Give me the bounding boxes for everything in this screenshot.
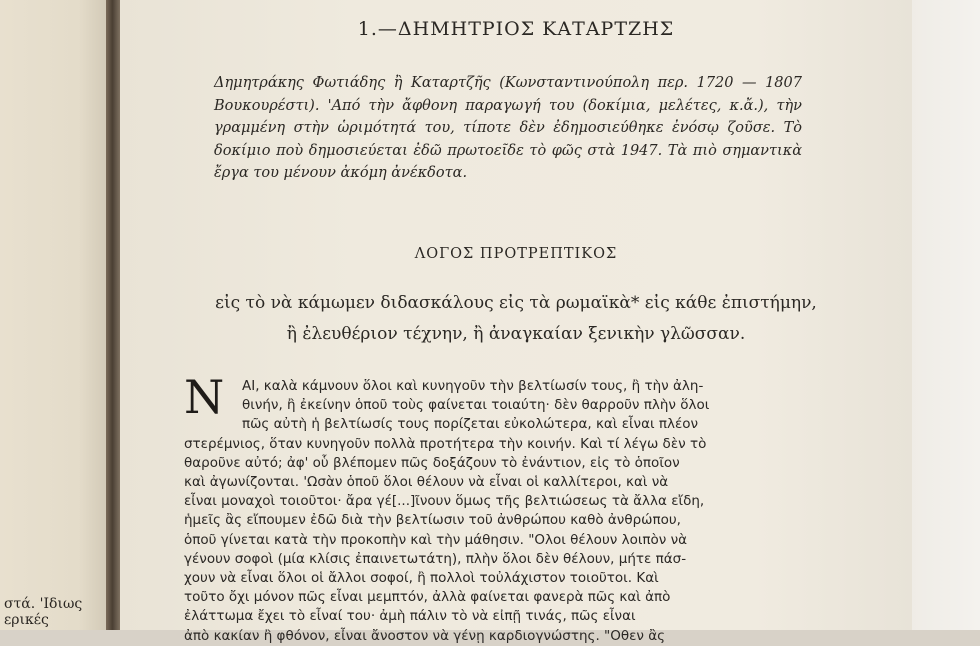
background-surface	[910, 0, 980, 630]
body-line: εἶναι μοναχοὶ τοιοῦτοι· ἄρα γέ[...]ῖνουν ὅμως τῆς βελτιώσεως τὰ ἄλλα εἴδη,	[184, 493, 705, 510]
body-line: γένουν σοφοὶ (μία κλίσις ἐπαινετωτάτη), πλὴν ὅλοι δὲν θέλουν, μήτε πάσ-	[184, 550, 687, 567]
body-line: ἀπὸ κακίαν ἢ φθόνον, εἶναι ἄνοστον νὰ γένῃ καρδιογνώστης. "Οθεν ἂς	[184, 627, 666, 644]
left-page-edge-text: στά. 'Ιδιως ερικές	[4, 596, 83, 628]
chapter-title: 1.—ΔΗΜΗΤΡΙΟΣ ΚΑΤΑΡΤΖΗΣ	[357, 18, 675, 40]
body-line: θινήν, ἢ ἐκείνην ὁποῦ τοὺς φαίνεται τοιαύτη· δὲν θαρροῦν πλὴν ὅλοι	[242, 397, 710, 414]
body-line: ΑΙ, καλὰ κάμνουν ὅλοι καὶ κυνηγοῦν τὴν βελτίωσίν τους, ἢ τὴν ἀλη-	[242, 378, 704, 394]
body-line: τοῦτο ὄχι μόνον πῶς εἶναι μεμπτόν, ἀλλὰ φαίνεται φανερὰ πῶς καὶ ἀπὸ	[184, 589, 671, 606]
body-text	[184, 370, 796, 646]
facing-left-page	[0, 0, 112, 630]
body-line: θαροῦνε αὐτό; ἀφ' οὗ βλέπομεν πῶς δοξάζουν τὸ ἐνάντιον, εἰς τὸ ὁποῖον	[184, 454, 680, 471]
subtitle	[120, 288, 912, 350]
body-line: ὁποῦ γίνεται κατὰ τὴν προκοπὴν καὶ τὴν μάθησιν. "Ολοι θέλουν λοιπὸν νὰ	[184, 531, 688, 548]
body-line: καὶ ἀγωνίζονται. 'Ωσὰν ὁποῦ ὅλοι θέλουν νὰ εἶναι οἱ καλλίτεροι, καὶ νὰ	[184, 474, 669, 491]
body-line: πῶς αὐτὴ ἡ βελτίωσίς τους πορίζεται εὐκολώτερα, καὶ εἶναι πλέον	[242, 416, 699, 433]
body-line: στερέμνιος, ὅταν κυνηγοῦν πολλὰ προτήτερα τὴν κοινήν. Καὶ τί λέγω δὲν τὸ	[184, 435, 707, 452]
subtitle-line: εἰς τὸ νὰ κάμωμεν διδασκάλους εἰς τὰ ρωμαϊκὰ* εἰς κάθε ἐπιστήμην,	[215, 293, 817, 313]
subtitle-line: ἢ ἐλευθέριον τέχνην, ἢ ἀναγκαίαν ξενικὴν γλῶσσαν.	[286, 324, 746, 344]
drop-cap: N	[184, 370, 225, 424]
book-page	[120, 0, 912, 644]
body-line: ἡμεῖς ἂς εἴπουμεν ἐδῶ διὰ τὴν βελτίωσιν τοῦ ἀνθρώπου καθὸ ἀνθρώπου,	[184, 512, 681, 529]
body-line: ἐλάττωμα ἔχει τὸ εἶναί του· ἀμὴ πάλιν τὸ νὰ εἰπῇ τινάς, πῶς εἶναι	[184, 608, 636, 625]
author-bio: Δημητράκης Φωτιάδης ἢ Καταρτζῆς (Κωνσταντινούπολη περ. 1720 — 1807 Βουκουρέστι). 'Από τὴν ἄφθονη παραγωγή του (δοκίμια, μελέτες, κ.ἄ.), τὴν γραμμένη στὴν ὡριμότητά του, τίποτε δὲν ἐδημοσιεύθηκε ἐνόσῳ ζοῦσε. Τὸ δοκίμιο ποὺ δημοσιεύεται ἐδῶ πρωτοεῖδε τὸ φῶς στὰ 1947. Τὰ πιὸ σημαντικὰ ἔργα του μένουν ἀκόμη ἀνέκδοτα.	[214, 75, 802, 181]
body-line: χουν νὰ εἶναι ὅλοι οἱ ἄλλοι σοφοί, ἢ πολλοὶ τοὐλάχιστον τοιοῦτοι. Καὶ	[184, 570, 659, 587]
section-title: ΛΟΓΟΣ ΠΡΟΤΡΕΠΤΙΚΟΣ	[414, 246, 618, 262]
